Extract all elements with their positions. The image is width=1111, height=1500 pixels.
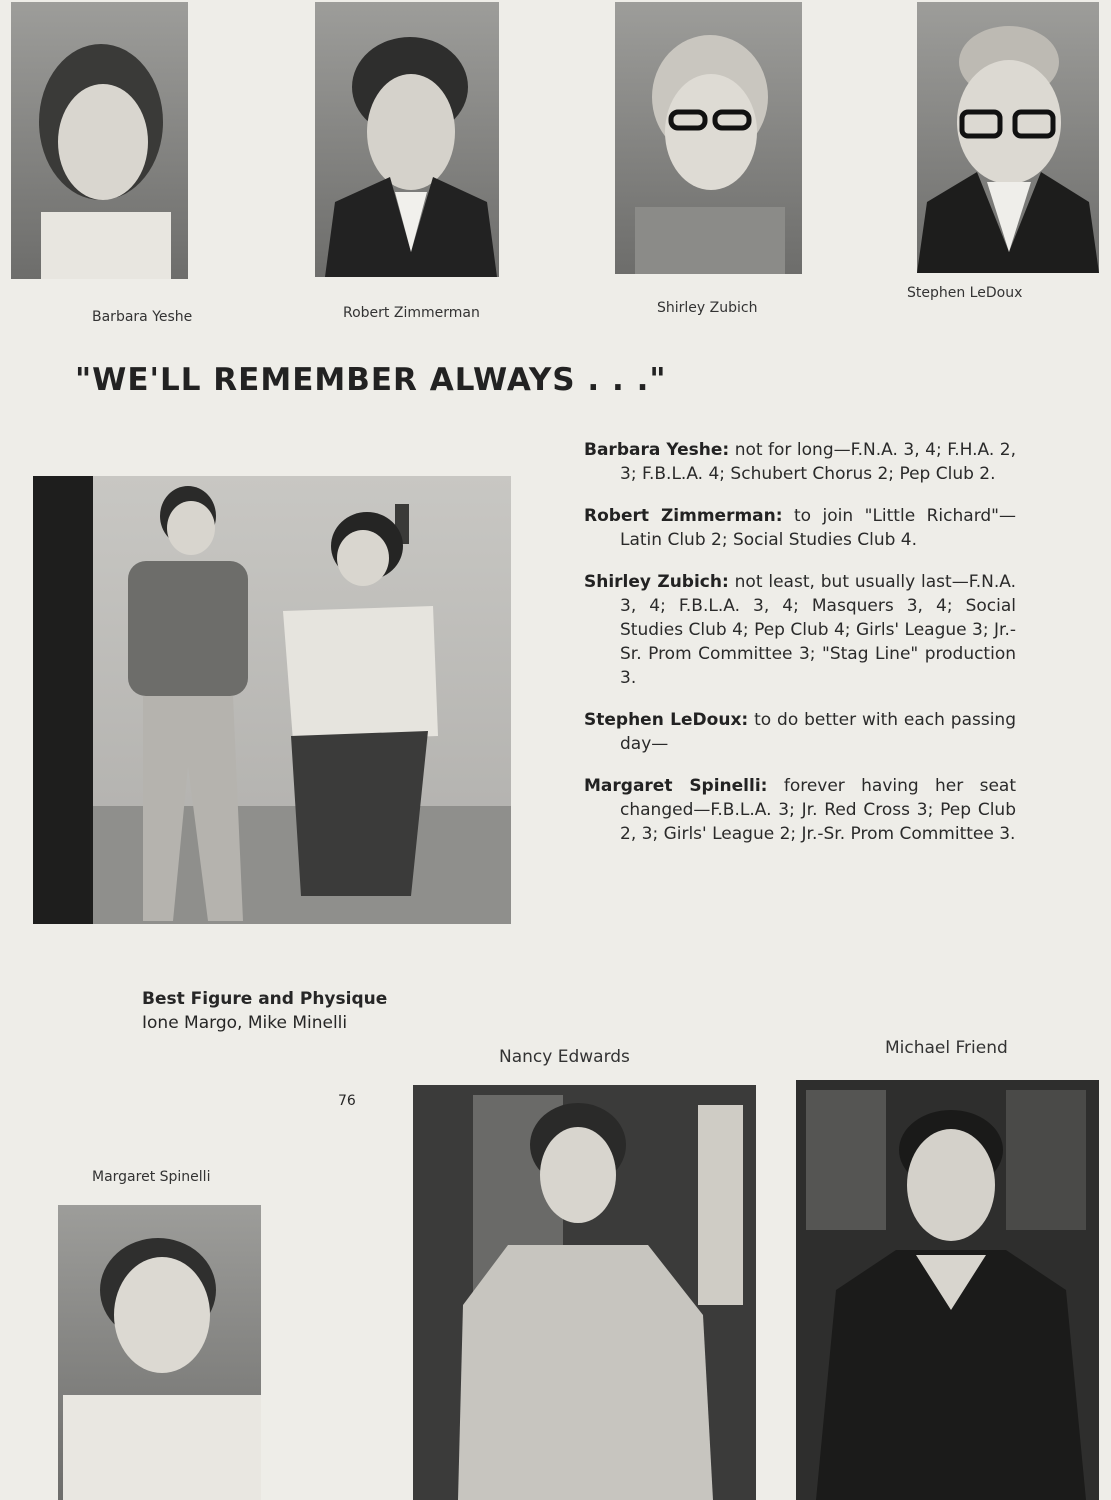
portrait-robert-zimmerman — [315, 2, 499, 277]
portrait-stephen-ledoux — [917, 2, 1099, 273]
portrait-margaret-spinelli — [58, 1205, 261, 1500]
award-title: Best Figure and Physique — [142, 989, 388, 1009]
entry-name: Robert Zimmerman: — [584, 506, 783, 526]
page-title: "WE'LL REMEMBER ALWAYS . . ." — [75, 362, 667, 398]
page-number: 76 — [338, 1093, 356, 1109]
entry-text: to do better with each passing day— — [620, 710, 1016, 754]
caption-michael-friend: Michael Friend — [885, 1038, 1008, 1058]
caption-shirley-zubich: Shirley Zubich — [657, 300, 758, 316]
caption-barbara-yeshe: Barbara Yeshe — [92, 309, 193, 325]
caption-stephen-ledoux: Stephen LeDoux — [907, 285, 1023, 301]
candid-photo-couple — [33, 476, 511, 924]
caption-nancy-edwards: Nancy Edwards — [499, 1047, 630, 1067]
entry-name: Stephen LeDoux: — [584, 710, 749, 730]
portrait-barbara-yeshe — [11, 2, 188, 279]
senior-entries — [584, 438, 1016, 864]
entry-margaret-spinelli — [584, 774, 1016, 846]
entry-shirley-zubich — [584, 570, 1016, 690]
award-caption — [142, 987, 387, 1035]
entry-name: Barbara Yeshe: — [584, 440, 730, 460]
entry-text: to join "Little Richard"—Latin Club 2; Social Studies Club 4. — [620, 506, 1016, 550]
entry-text: not least, but usually last—F.N.A. 3, 4; F.B.L.A. 3, 4; Masquers 3, 4; Social Studies Club 4; Pep Club 4; Girls' League 3; Jr.-Sr. Prom Committee 3; "Stag Line" production 3. — [620, 572, 1017, 688]
entry-barbara-yeshe — [584, 438, 1016, 486]
caption-robert-zimmerman: Robert Zimmerman — [343, 305, 480, 321]
entry-stephen-ledoux — [584, 708, 1016, 756]
caption-margaret-spinelli: Margaret Spinelli — [92, 1169, 211, 1185]
photo-michael-friend — [796, 1080, 1099, 1500]
photo-nancy-edwards — [413, 1085, 756, 1500]
entry-name: Shirley Zubich: — [584, 572, 729, 592]
entry-robert-zimmerman — [584, 504, 1016, 552]
entry-name: Margaret Spinelli: — [584, 776, 768, 796]
award-names: Ione Margo, Mike Minelli — [142, 1013, 348, 1033]
entry-text: forever having her seat changed—F.B.L.A. 3; Jr. Red Cross 3; Pep Club 2, 3; Girls' League 2; Jr.-Sr. Prom Committee 3. — [620, 776, 1017, 844]
portrait-shirley-zubich — [615, 2, 802, 274]
entry-text: not for long—F.N.A. 3, 4; F.H.A. 2, 3; F.B.L.A. 4; Schubert Chorus 2; Pep Club 2. — [620, 440, 1016, 484]
